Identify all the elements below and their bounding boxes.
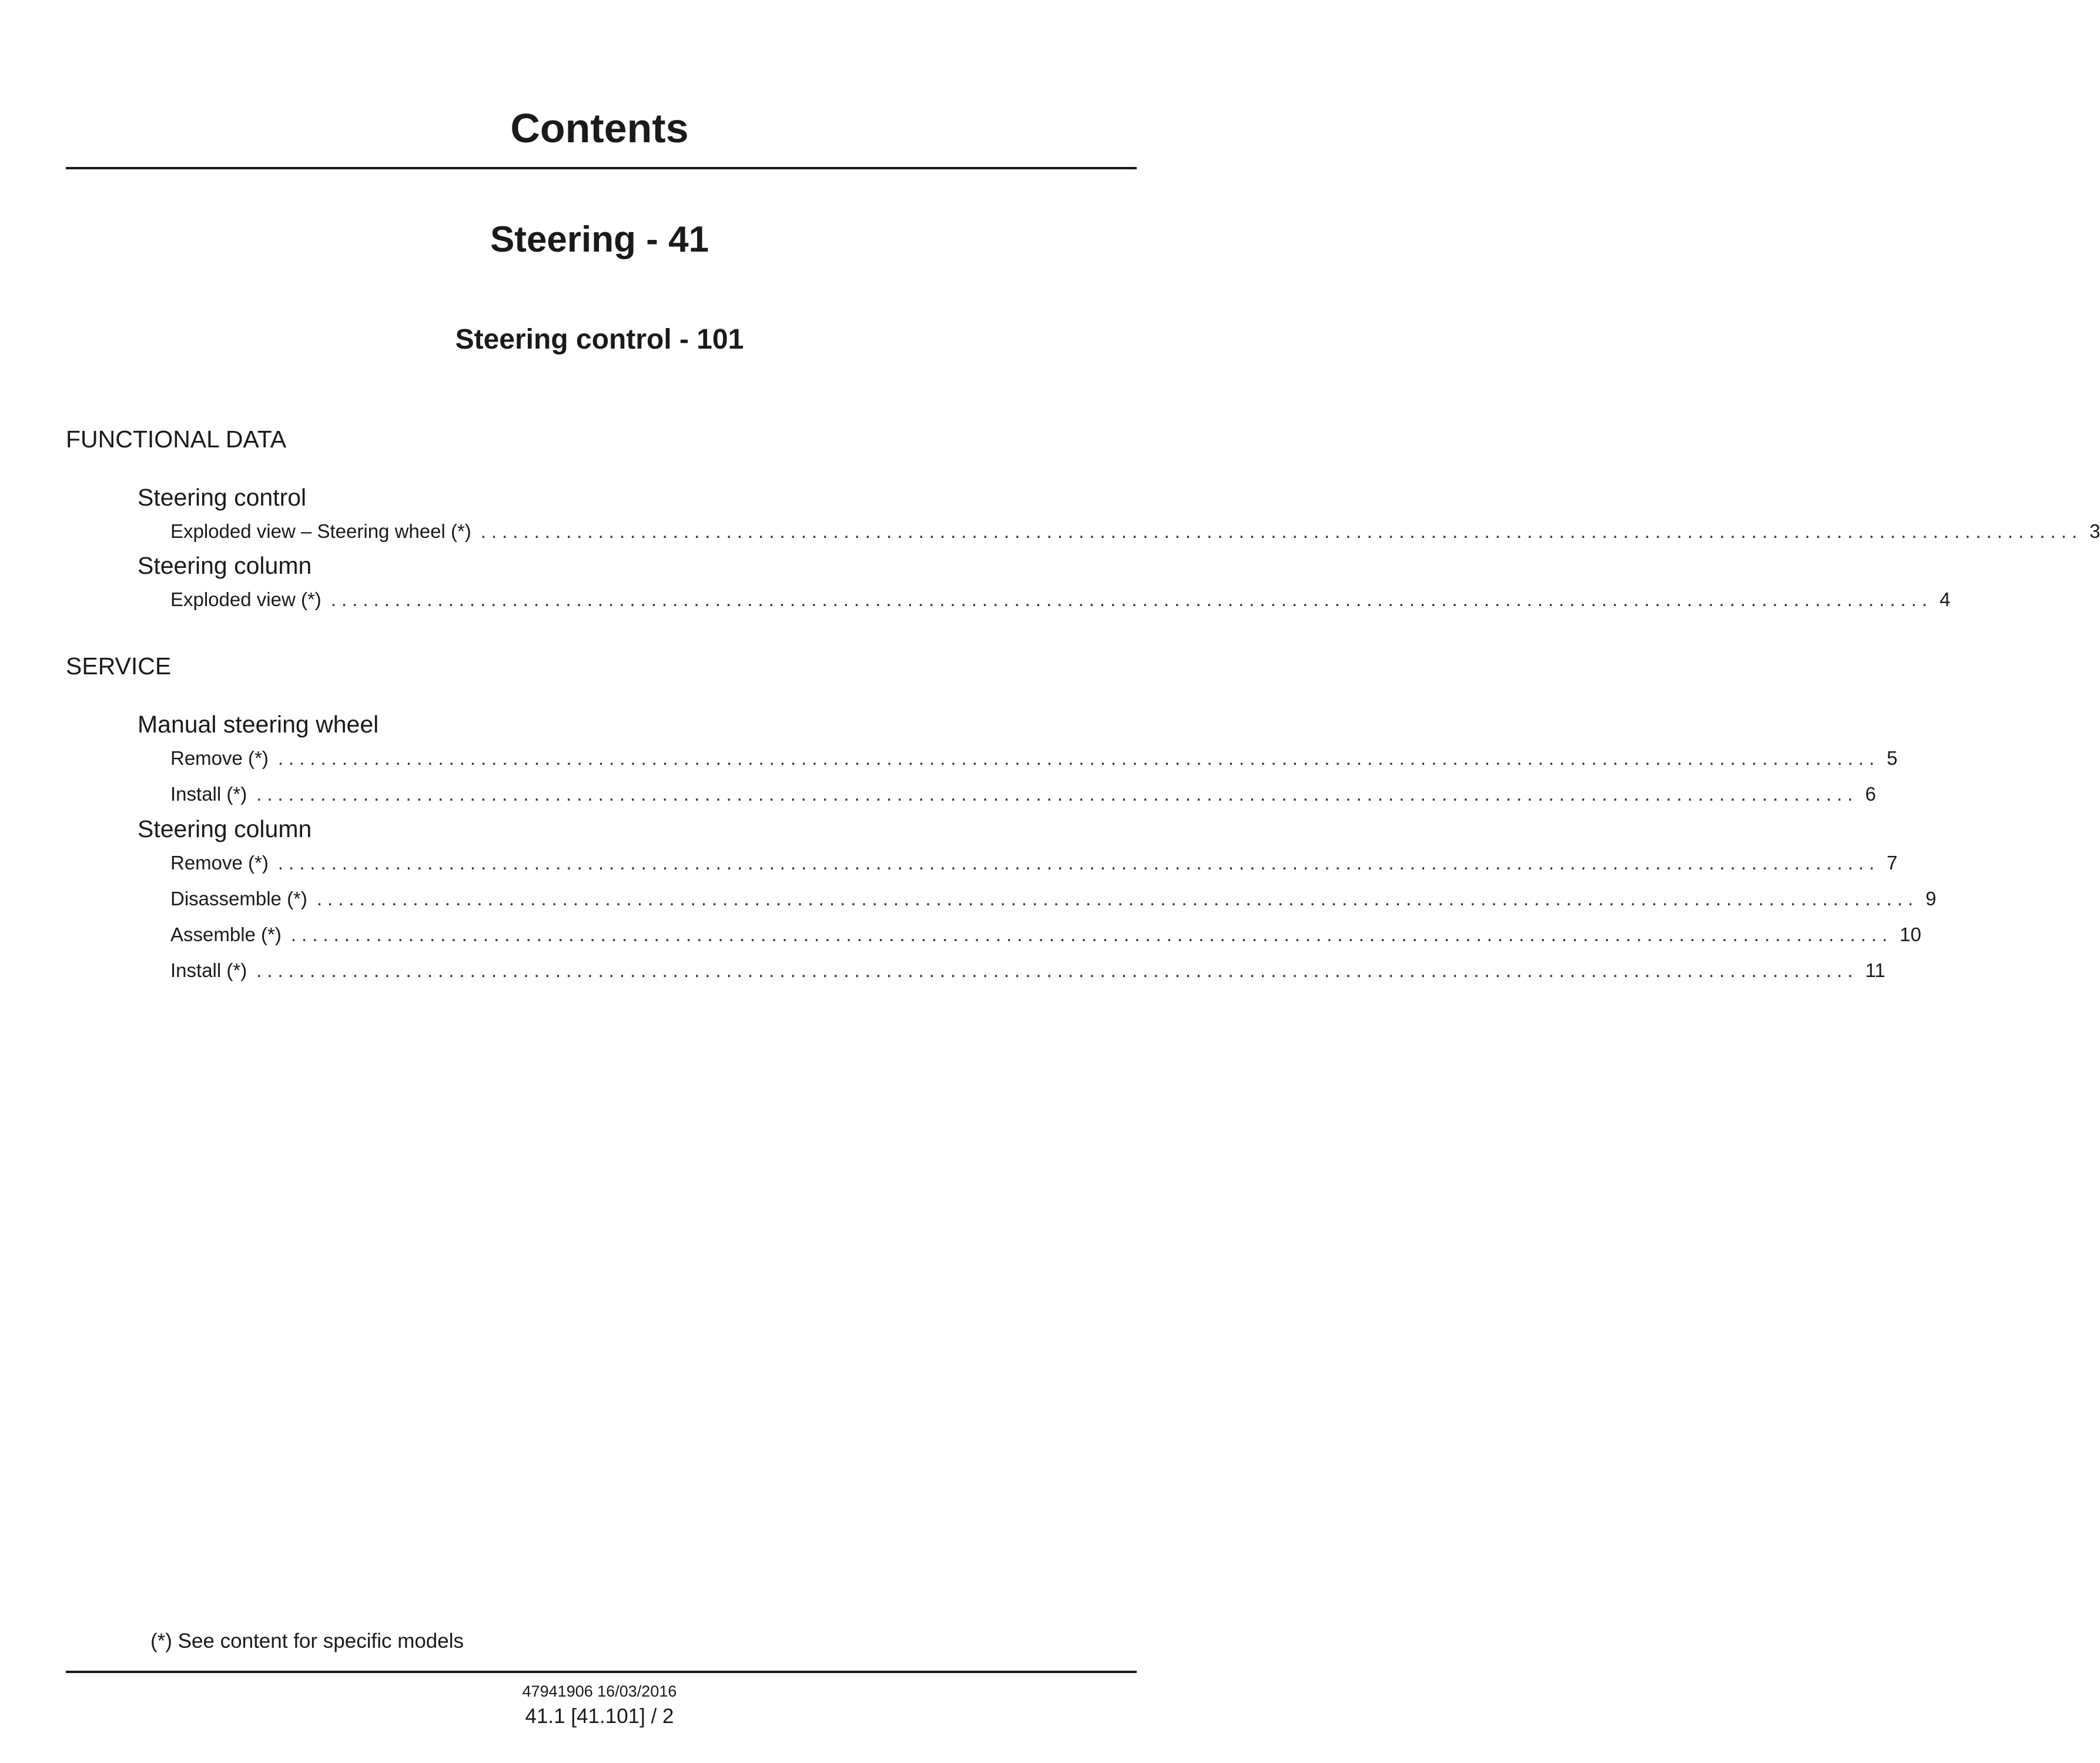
toc-entry-label: Install (*) (170, 783, 247, 805)
toc-entry-label: Disassemble (*) (170, 888, 307, 909)
title-rule (66, 167, 1137, 169)
dot-leader: ...................................................................................................................................................... (480, 520, 2083, 542)
toc-entry[interactable] (170, 958, 1885, 983)
toc-entry-page: 7 (1887, 852, 1898, 874)
subheading-steering-control: Steering control (138, 484, 307, 511)
toc-entry-page: 3 (2089, 520, 2100, 542)
subheading-manual-steering-wheel: Manual steering wheel (138, 711, 379, 738)
toc-entry-label: Install (*) (170, 959, 247, 981)
dot-leader: ...................................................................................................................................................... (316, 888, 1919, 909)
subheading-steering-column-service: Steering column (138, 815, 312, 842)
toc-entry[interactable] (170, 886, 1937, 912)
dot-leader: ...................................................................................................................................................... (256, 959, 1858, 981)
toc-entry-label: Exploded view – Steering wheel (*) (170, 520, 471, 542)
dot-leader: ...................................................................................................................................................... (277, 852, 1880, 874)
toc-entry[interactable] (170, 781, 1876, 807)
toc-entry[interactable] (170, 518, 2100, 544)
subheading-steering-column: Steering column (138, 552, 312, 579)
toc-entry-label: Remove (*) (170, 747, 269, 769)
toc-entry[interactable] (170, 922, 1921, 948)
toc-entry[interactable] (170, 850, 1898, 876)
footnote: (*) See content for specific models (150, 1630, 464, 1652)
toc-entry-label: Remove (*) (170, 852, 269, 874)
footer-rule (66, 1671, 1137, 1673)
dot-leader: ...................................................................................................................................................... (256, 783, 1858, 805)
toc-entry-page: 6 (1865, 783, 1876, 805)
dot-leader: ...................................................................................................................................................... (277, 747, 1880, 769)
toc-entry-label: Assemble (*) (170, 924, 282, 945)
page-title: Contents (510, 105, 689, 151)
section-title: Steering control - 101 (455, 324, 744, 355)
dot-leader: ...................................................................................................................................................... (290, 924, 1893, 945)
toc-entry-page: 9 (1925, 888, 1937, 909)
toc-entry-label: Exploded view (*) (170, 588, 321, 610)
toc-entry[interactable] (170, 745, 1898, 771)
group-heading-functional-data: FUNCTIONAL DATA (66, 426, 287, 453)
toc-entry-page: 10 (1900, 924, 1921, 945)
page-reference: 41.1 [41.101] / 2 (525, 1705, 674, 1728)
group-heading-service: SERVICE (66, 653, 172, 680)
dot-leader: ...................................................................................................................................................... (330, 588, 1933, 610)
toc-entry-page: 11 (1865, 959, 1885, 981)
toc-entry-page: 4 (1940, 588, 1951, 610)
chapter-title: Steering - 41 (490, 219, 709, 260)
toc-entry[interactable] (170, 587, 1951, 613)
toc-entry-page: 5 (1887, 747, 1898, 769)
document-id: 47941906 16/03/2016 (522, 1682, 677, 1700)
